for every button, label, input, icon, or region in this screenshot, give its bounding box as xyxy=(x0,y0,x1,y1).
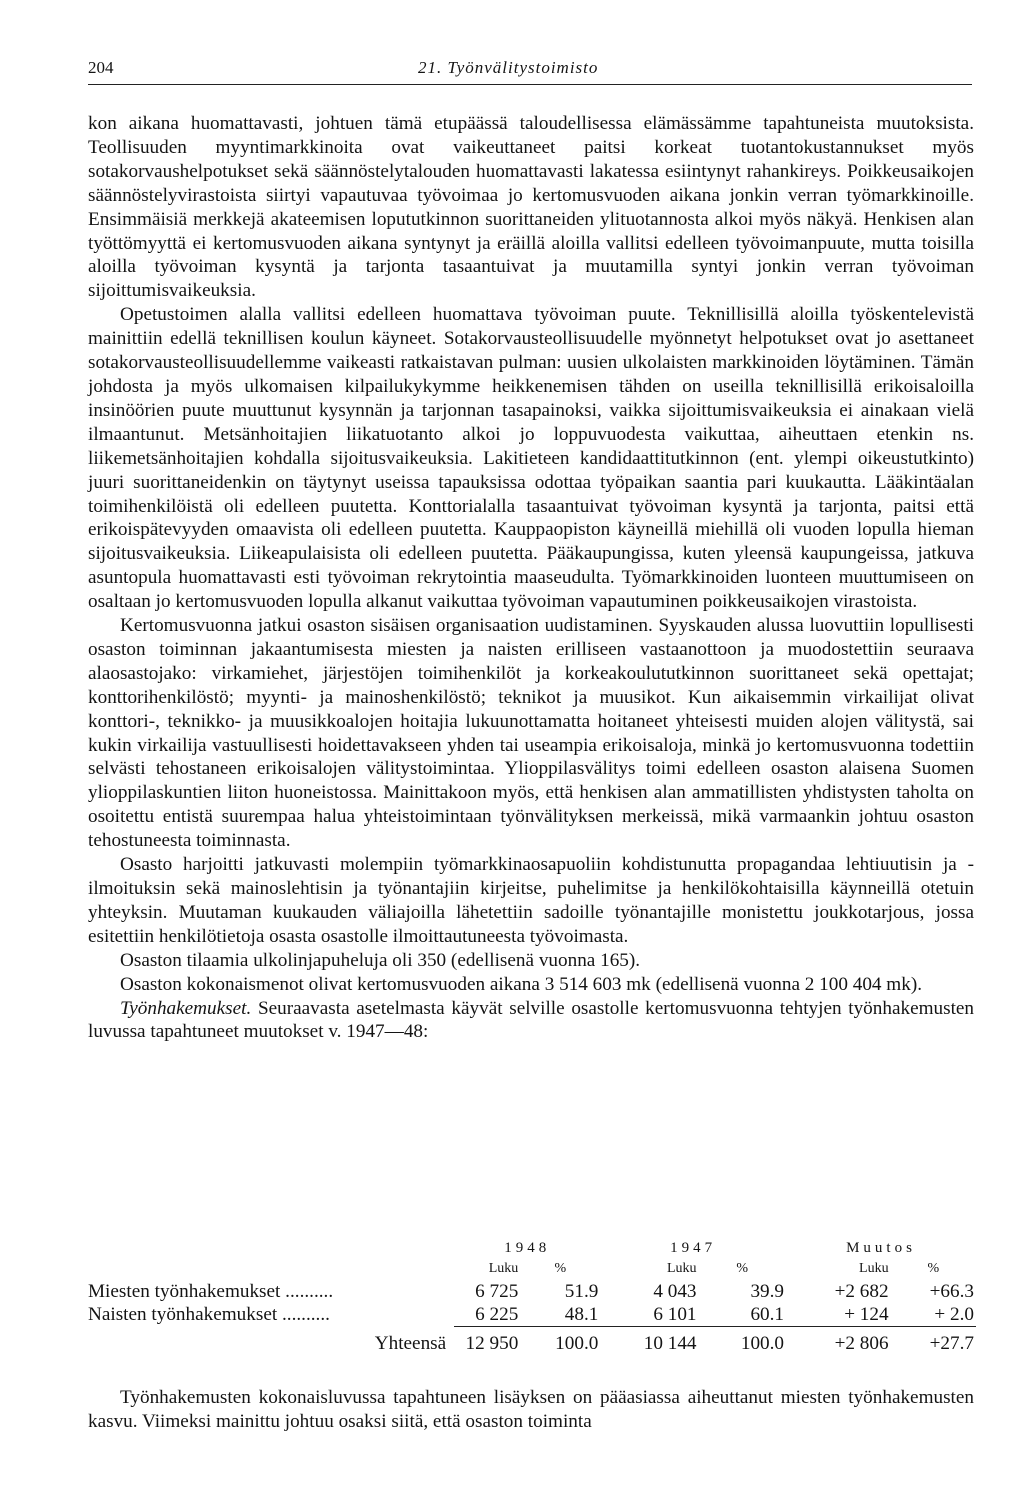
section-heading: Työnhakemukset. xyxy=(120,997,252,1019)
closing-text xyxy=(88,1386,974,1434)
paragraph: kon aikana huomattavasti, johtuen tämä etupäässä taloudellisessa elämässämme tapahtuneista muutoksista. Teollisuuden myyntimarkkinoita ovat vaikeuttaneet paitsi korkeat tuotantokustannukset myös sotakorvaushelpotukset sekä säännöstelytalouden huomattavasti lakatessa esiintynyt rahankireys. Poikkeusaikojen säännöstelyvirastoista siirtyi vapautuvaa työvoimaa jo kertomusvuoden aikana jonkin verran työmarkkinoille. Ensimmäisiä merkkejä akateemisen lopututkinnon suorittaneiden ylituotannosta alkoi myös näkyä. Henkisen alan työttömyyttä ei kertomusvuoden aikana syntynyt ja eräillä aloilla vallitsi edelleen työvoimanpuute, mutta toisilla aloilla työvoiman kysyntä ja tarjonta tasaantuivat ja muutamilla syntyi jonkin verran työvoiman sijoittumisvaikeuksia. xyxy=(88,113,974,302)
cell-value: 4 043 xyxy=(653,1280,697,1302)
paragraph: Kertomusvuonna jatkui osaston sisäisen organisaation uudistaminen. Syyskauden alussa luovuttiin lopullisesti osaston toiminnan jakaantumisesta miesten ja naisten erilliseen vastaanottoon ja muodostettiin seuraava alaosastojako: virkamiehet, järjestöjen toimihenkilöt ja korkeakoulututkinnon suorittaneet sekä opettajat; konttorihenkilöstö; myynti- ja mainoshenkilöstö; teknikot ja muusikot. Kun aikaisemmin virkailijat olivat konttori-, teknikko- ja muusikkoalojen hoitajia lukuunottamatta hoitaneet yhteisesti muiden alojen välitystä, sai kukin virkailija vastuullisesti hoidettavakseen yhden tai useampia erikoisaloja, minkä jo kertomusvuonna todettiin selvästi tehostaneen erikoisalojen välitystoimintaa. Ylioppilasvälitys toimi edelleen osaston alaisena Suomen ylioppilaskuntien liiton huoneistossa. Mainittakoon myös, että henkisen alan ammatillisten yhdistysten taholta on osoitettu entistä suurempaa halua yhteistoimintaan työnvälityksen merkeissä, mikä varmaankin johtuu osaston tehostuneesta toiminnasta. xyxy=(88,615,974,852)
table-total-row xyxy=(86,1327,976,1361)
col-pct: % xyxy=(554,1261,567,1276)
body-text xyxy=(88,112,974,1044)
cell-value: 10 144 xyxy=(643,1333,697,1354)
cell-value: 51.9 xyxy=(564,1280,599,1302)
paragraph: Osaston kokonaismenot olivat kertomusvuoden aikana 3 514 603 mk (edellisenä vuonna 2 100 404 mk). xyxy=(120,973,923,995)
cell-value: 6 725 xyxy=(475,1280,519,1302)
col-luku: Luku xyxy=(488,1261,519,1276)
paragraph: Työnhakemusten kokonaisluvussa tapahtuneen lisäyksen on pääasiassa aiheuttanut miesten työnhakemusten kasvu. Viimeksi mainittu johtuu osaksi siitä, että osaston toiminta xyxy=(88,1387,974,1432)
cell-value: +2 806 xyxy=(834,1333,889,1354)
cell-value: 6 101 xyxy=(653,1303,697,1325)
row-label: Miesten työnhakemukset .......... xyxy=(88,1280,334,1302)
cell-value: 100.0 xyxy=(555,1333,599,1354)
cell-value: +27.7 xyxy=(929,1333,974,1354)
page-header xyxy=(88,56,972,85)
cell-value: + 2.0 xyxy=(934,1303,974,1325)
cell-value: 6 225 xyxy=(475,1303,519,1325)
section-paragraph xyxy=(88,997,974,1045)
paragraph: Opetustoimen alalla vallitsi edelleen huomattava työvoiman puute. Teknillisillä aloilla työskentelevistä mainittiin edellä teknillisen koulun käyneet. Sotakorvausteollisuudelle myönnetyt helpotukset ovat jo asettaneet sotakorvausteollisuudellemme vaikeasti ratkaistavan pulman: uusien ulkolaisten markkinoiden löytäminen. Tämän johdosta ja myös ulkomaisen kilpailukykymme heikkenemisen tähden on useilla teknillisillä erikoisaloilla insinöörien puute muuttunut kysynnän ja tarjonnan tasapainoksi, vaikka sijoittumisvaikeuksia ei ainakaan vielä ilmaantunut. Metsänhoitajien liikatuotanto alkoi jo loppuvuodesta vaikuttaa, aiheuttaen etenkin ns. liikemetsänhoitajien kohdalla sijoitusvaikeuksia. Lakitieteen kandidaattitutkinnon (ent. ylempi oikeustutkinto) juuri suorittaneidenkin on täytynyt useissa tapauksissa odottaa työpaikan saantia pari kuukautta. Lääkintäalan toimihenkilöistä oli edelleen puutetta. Konttorialalla tasaantuivat työvoiman kysyntä ja tarjonta, paitsi että erikoispätevyyden omaavista oli edelleen puutetta. Kauppaopiston käyneillä miehillä oli vuoden lopulla hieman sijoitusvaikeuksia. Liikeapulaisista oli edelleen puutetta. Pääkaupungissa, kuten yleensä kaupungeissa, jatkuva asuntopula huomattavasti esti työvoiman rekrytointia maaseudulta. Työmarkkinoiden luonteen muuttumiseen on osaltaan jo kertomusvuoden lopulla alkanut vaikuttaa työvoiman vapautuminen poikkeusaikojen virastoista. xyxy=(88,304,974,613)
section-text: Seuraavasta asetelmasta käyvät selville osastolle kertomusvuonna tehtyjen työnhakemusten luvussa tapahtuneet muutokset v. 1947—48: xyxy=(88,997,975,1043)
row-label: Naisten työnhakemukset .......... xyxy=(88,1303,330,1325)
paragraph: Osaston tilaamia ulkolinjapuheluja oli 350 (edellisenä vuonna 165). xyxy=(120,949,641,971)
page-number: 204 xyxy=(88,58,114,77)
running-title: 21. Työnvälitystoimisto xyxy=(418,58,599,77)
change-header: Muutos xyxy=(846,1239,916,1256)
cell-value: 100.0 xyxy=(740,1333,785,1354)
cell-value: +2 682 xyxy=(834,1280,889,1302)
cell-value: 12 950 xyxy=(465,1333,519,1354)
cell-value: 39.9 xyxy=(750,1280,785,1302)
col-luku: Luku xyxy=(859,1261,889,1276)
year-1948-header: 1948 xyxy=(504,1239,551,1256)
col-pct: % xyxy=(927,1261,940,1276)
cell-value: 48.1 xyxy=(564,1303,599,1325)
statistics-table xyxy=(86,1238,976,1361)
total-label: Yhteensä xyxy=(374,1333,447,1354)
table-subheader xyxy=(86,1258,976,1280)
table-row xyxy=(86,1280,976,1303)
cell-value: + 124 xyxy=(844,1303,889,1325)
paragraph: Osasto harjoitti jatkuvasti molempiin työmarkkinaosapuoliin kohdistunutta propagandaa lehtiuutisin ja -ilmoituksin sekä mainoslehtisin ja työnantajiin kirjeitse, puhelimitse ja henkilökohtaisilla käynneillä otetuin yhteyksin. Muutaman kuukauden väliajoilla lähetettiin sadoille työnantajille monistettu joukkotarjous, jossa esitettiin henkilötietoja osasta osastolle ilmoittautuneesta työvoimasta. xyxy=(88,854,974,947)
col-luku: Luku xyxy=(666,1261,697,1276)
col-pct: % xyxy=(736,1261,749,1276)
year-1947-header: 1947 xyxy=(670,1239,717,1256)
table-year-header xyxy=(86,1238,976,1258)
cell-value: 60.1 xyxy=(750,1303,785,1325)
table-row xyxy=(86,1303,976,1327)
cell-value: +66.3 xyxy=(929,1280,974,1302)
